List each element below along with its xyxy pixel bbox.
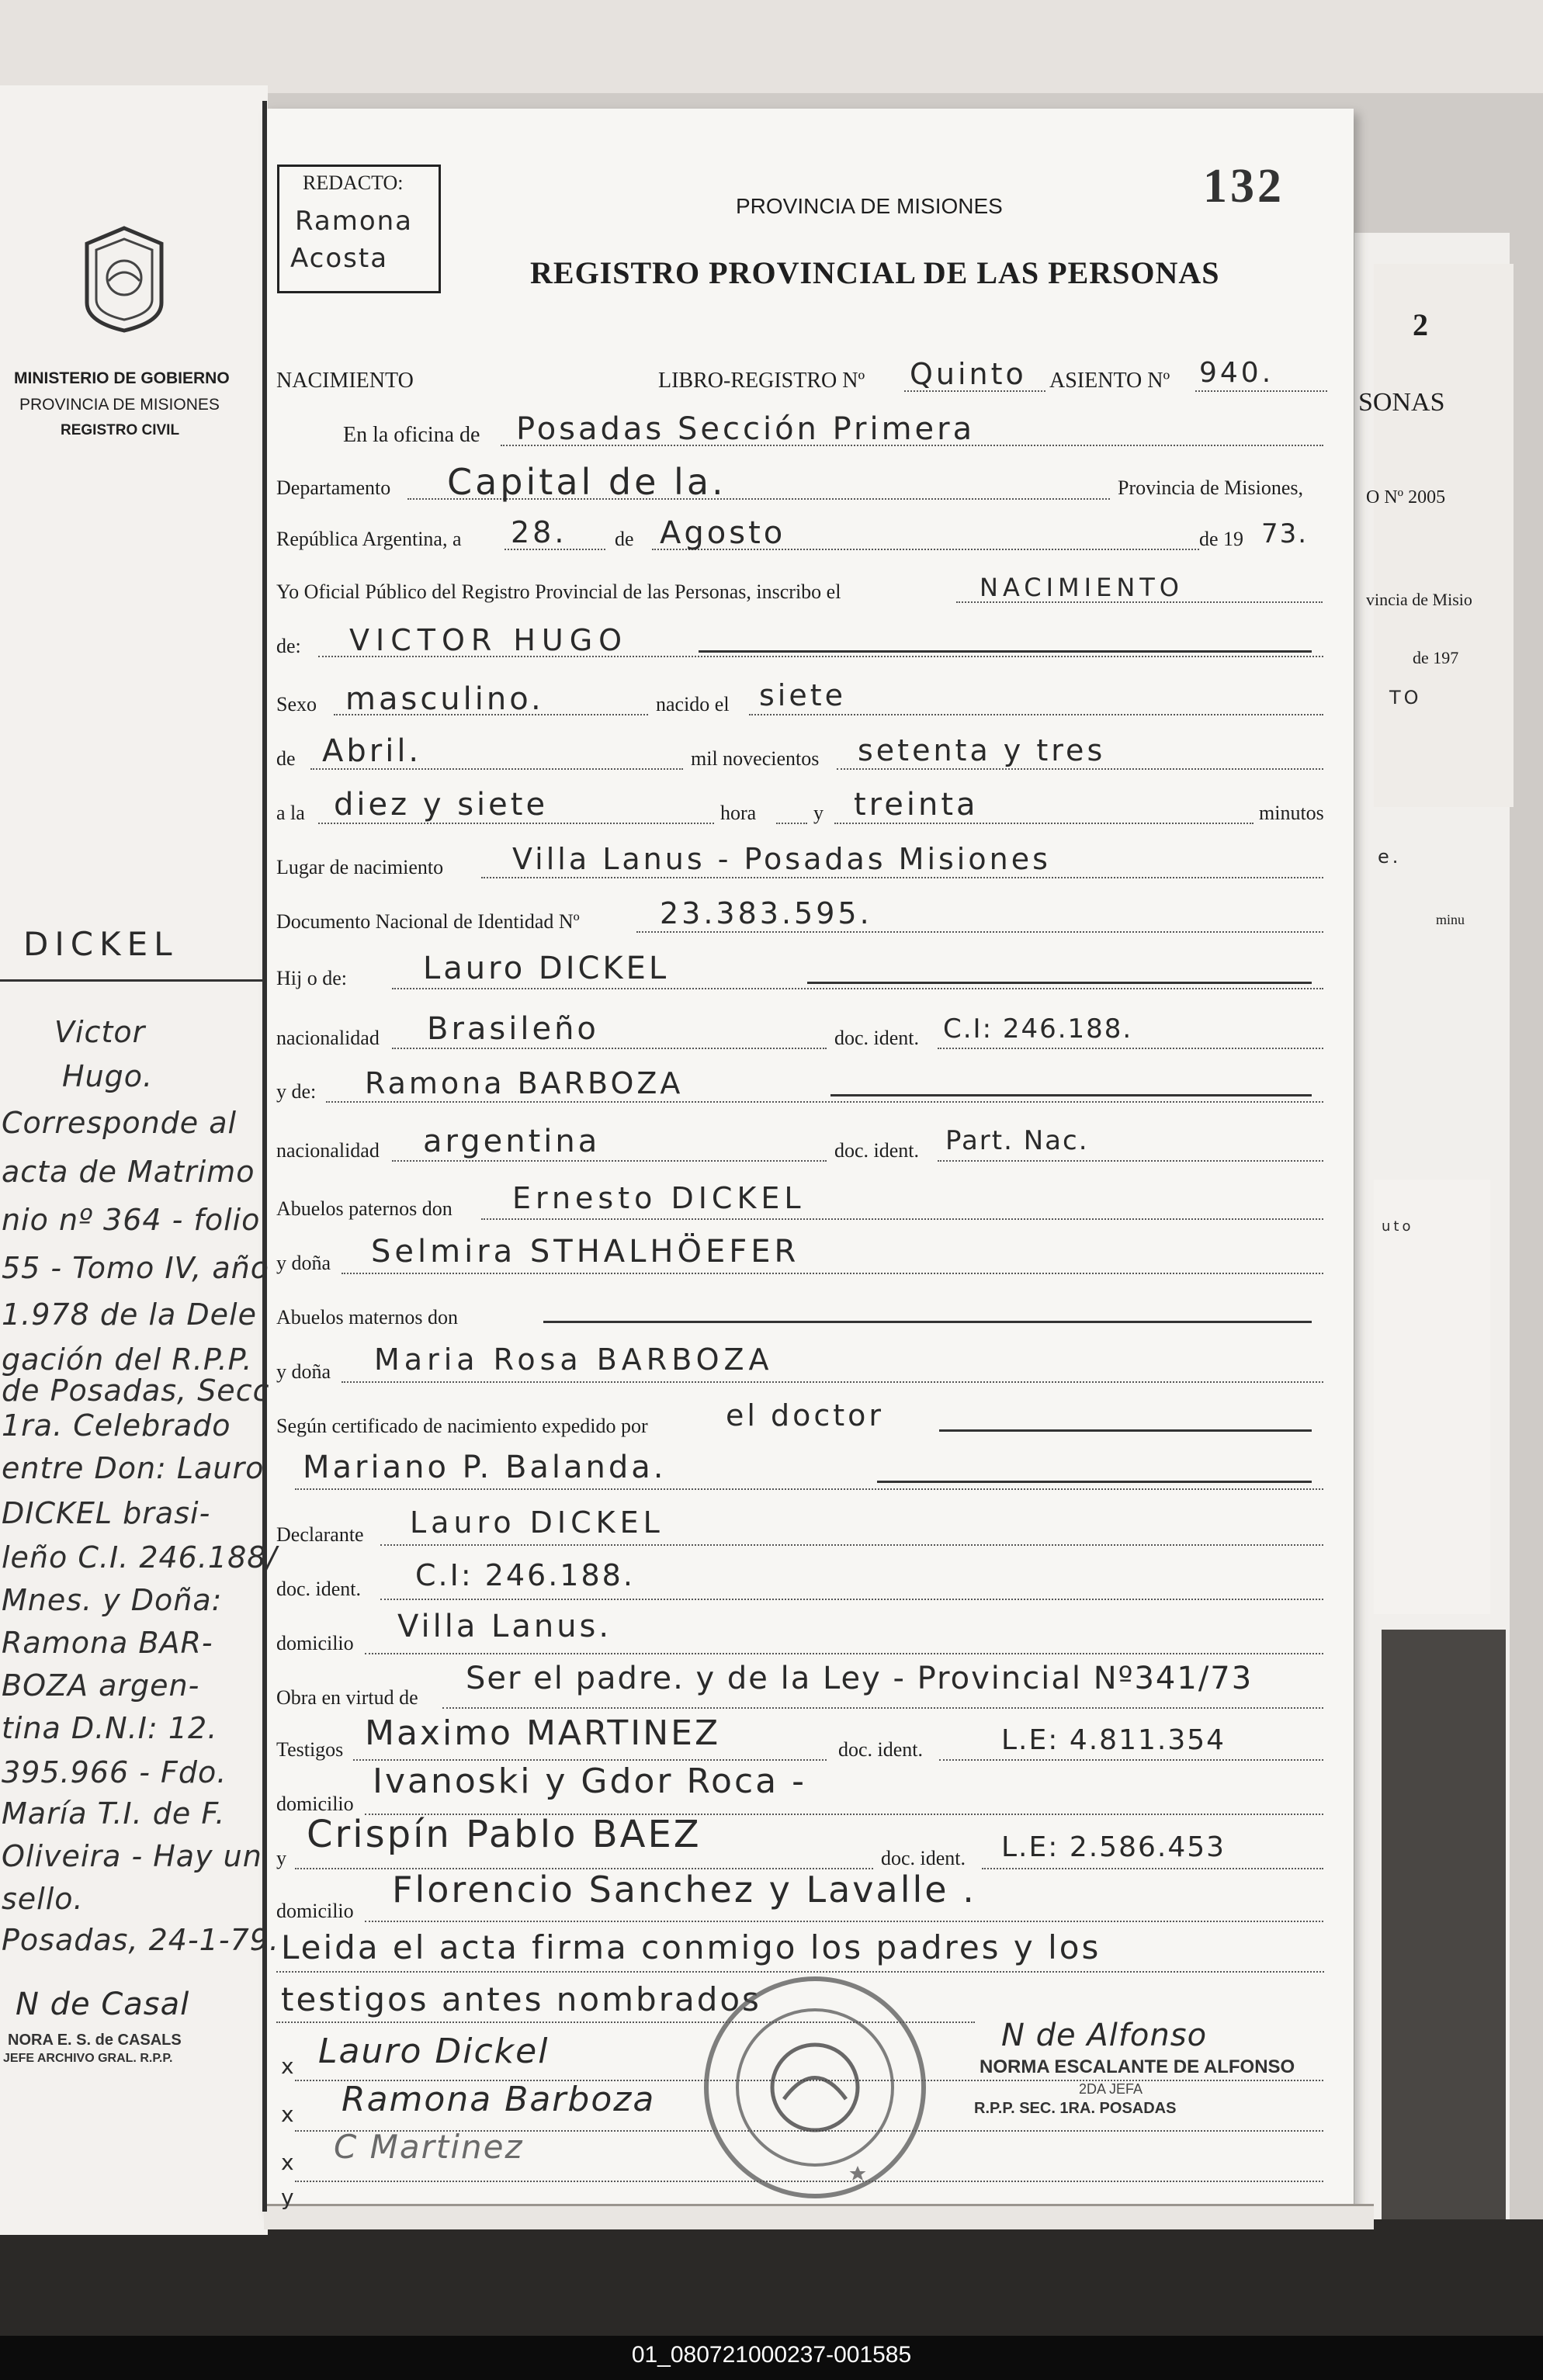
margin-note-line: tina D.N.I: 12.: [2, 1711, 218, 1745]
testigo1-value: Maximo MARTINEZ: [365, 1713, 721, 1753]
margin-note-line: Mnes. y Doña:: [2, 1583, 223, 1617]
nacido-label: nacido el: [656, 693, 730, 715]
doc5-value: L.E: 2.586.453: [1001, 1831, 1226, 1863]
padre-value: Lauro DICKEL: [423, 951, 670, 986]
provincia-label: Provincia de Misiones,: [1118, 476, 1304, 499]
dotted-line: [392, 1048, 827, 1049]
dotted-line: [353, 1759, 827, 1761]
dni-label: Documento Nacional de Identidad Nº: [276, 910, 580, 933]
oficial-text: Yo Oficial Público del Registro Provincial de las Personas, inscribo el: [276, 580, 841, 603]
right-fragment: 2: [1413, 307, 1428, 342]
republica-label: República Argentina, a: [276, 528, 462, 550]
header-province: PROVINCIA DE MISIONES: [736, 194, 1003, 218]
dotted-line: [342, 1381, 1323, 1383]
dotted-line: [636, 931, 1323, 933]
doc1-value: C.I: 246.188.: [943, 1013, 1133, 1044]
testigos-label: Testigos: [276, 1738, 344, 1761]
book-bottom: [0, 2219, 1543, 2344]
record-type-label: NACIMIENTO: [276, 369, 414, 393]
dotted-line: [380, 1544, 1323, 1546]
signature-mark: x: [281, 2150, 297, 2175]
margin-note-line: 1ra. Celebrado: [2, 1408, 231, 1443]
page-number: 132: [1203, 160, 1285, 213]
redacto-name-2: Acosta: [290, 243, 389, 274]
signature-mother: Ramona Barboza: [342, 2080, 656, 2119]
libro-value: Quinto: [910, 357, 1027, 391]
doc2-value: Part. Nac.: [945, 1125, 1089, 1156]
abuela-mat-value: Maria Rosa BARBOZA: [374, 1342, 774, 1377]
abuelos-mat-label: Abuelos maternos don: [276, 1306, 458, 1329]
doc3-label: doc. ident.: [276, 1578, 362, 1600]
dotted-line: [1195, 390, 1327, 392]
signature-witness: C Martinez: [334, 2128, 524, 2166]
margin-note-line: Posadas, 24-1-79.: [2, 1923, 279, 1957]
dotted-line: [938, 1048, 1323, 1049]
doc1-label: doc. ident.: [834, 1027, 920, 1049]
yde-label: y de:: [276, 1080, 317, 1103]
certificado-label: Según certificado de nacimiento expedido por: [276, 1415, 648, 1437]
domicilio1-value: Villa Lanus.: [397, 1609, 612, 1644]
margin-note-line: 55 - Tomo IV, año: [2, 1251, 269, 1285]
testigo2-value: Crispín Pablo BAEZ: [307, 1813, 702, 1856]
dotted-line: [749, 714, 1323, 715]
nombre-label: de:: [276, 635, 301, 657]
y-dona2-label: y doña: [276, 1360, 331, 1383]
obra-label: Obra en virtud de: [276, 1686, 418, 1709]
ministry-label: MINISTERIO DE GOBIERNO: [14, 369, 230, 387]
asiento-label: ASIENTO Nº: [1049, 369, 1170, 393]
madre-value: Ramona BARBOZA: [365, 1066, 684, 1100]
obra-value: Ser el padre. y de la Ley - Provincial Nº341/73: [466, 1661, 1253, 1696]
nac1-value: Brasileño: [427, 1011, 599, 1047]
a-la-label: a la: [276, 802, 305, 824]
fill-line: [830, 1094, 1312, 1096]
right-fragment: e.: [1378, 846, 1402, 868]
dni-value: 23.383.595.: [660, 896, 872, 930]
margin-note-line: DICKEL brasi-: [2, 1496, 211, 1530]
de-label: de: [615, 528, 634, 550]
right-fragment: vincia de Misio: [1366, 590, 1472, 609]
dotted-line: [326, 1101, 1323, 1103]
signature-mark: x: [281, 2101, 297, 2127]
margin-note-line: acta de Matrimo: [2, 1155, 255, 1189]
margin-rule: [262, 101, 267, 2212]
margin-note-line: nio nº 364 - folio: [2, 1203, 261, 1237]
margin-note-line: entre Don: Lauro: [2, 1451, 265, 1485]
minutos-label: minutos: [1259, 802, 1324, 824]
signature-father: Lauro Dickel: [318, 2032, 550, 2071]
sexo-value: masculino.: [345, 681, 544, 717]
y-dona1-label: y doña: [276, 1252, 331, 1274]
domicilio1-label: domicilio: [276, 1632, 354, 1654]
signature-mark: x: [281, 2053, 297, 2079]
official-signature: N de Alfonso: [1001, 2018, 1208, 2053]
sexo-label: Sexo: [276, 693, 317, 715]
registry-label: REGISTRO CIVIL: [61, 422, 180, 438]
y-label: y: [813, 802, 824, 824]
doc3-value: C.I: 246.188.: [415, 1558, 635, 1592]
mes-value: Agosto: [660, 515, 786, 551]
asiento-value: 940.: [1199, 357, 1274, 389]
redacto-label: REDACTO:: [303, 171, 404, 194]
right-fragment: TO: [1389, 687, 1422, 708]
anio-value: 73.: [1261, 518, 1309, 549]
anio-nac-value: setenta y tres: [858, 733, 1106, 767]
fill-line: [543, 1321, 1312, 1323]
right-fragment: O Nº 2005: [1366, 487, 1446, 508]
dotted-line: [481, 877, 1323, 878]
declarante-label: Declarante: [276, 1523, 364, 1546]
dotted-line: [318, 823, 714, 824]
libro-label: LIBRO-REGISTRO Nº: [658, 369, 865, 393]
hijo-label: Hij o de:: [276, 967, 347, 989]
oficina-value: Posadas Sección Primera: [516, 411, 976, 447]
hora-value: diez y siete: [334, 787, 549, 823]
doc4-label: doc. ident.: [838, 1738, 924, 1761]
dotted-line: [380, 1599, 1323, 1600]
doc2-label: doc. ident.: [834, 1139, 920, 1162]
page-stack-edge: [264, 2204, 1374, 2229]
y2-label: y: [276, 1847, 286, 1869]
domicilio3-value: Florencio Sanchez y Lavalle .: [392, 1869, 976, 1911]
doctor-value: Mariano P. Balanda.: [303, 1450, 667, 1485]
declarante-value: Lauro DICKEL: [410, 1505, 664, 1540]
dotted-line: [342, 1273, 1323, 1274]
official-stamp-role: 2DA JEFA: [1079, 2081, 1143, 2097]
departamento-value: Capital de la.: [447, 461, 726, 503]
fill-line: [699, 650, 1312, 653]
dotted-line: [982, 1868, 1323, 1869]
anio-label: de 19: [1199, 528, 1244, 550]
right-fragment: de 197: [1413, 648, 1459, 667]
abuelo-pat-value: Ernesto DICKEL: [512, 1181, 806, 1215]
margin-stamp-office: JEFE ARCHIVO GRAL. R.P.P.: [3, 2052, 173, 2065]
nac2-value: argentina: [423, 1124, 601, 1159]
right-fragment: minu: [1436, 912, 1465, 927]
closing-line-2: testigos antes nombrados: [281, 1980, 761, 2018]
background: [0, 0, 1543, 93]
right-loose-paper: [1374, 264, 1514, 807]
minutos-value: treinta: [854, 787, 979, 823]
right-fragment: uto: [1382, 1218, 1414, 1235]
margin-note-line: Oliveira - Hay un: [2, 1839, 262, 1873]
domicilio2-label: domicilio: [276, 1793, 354, 1815]
dotted-line: [295, 1488, 1323, 1490]
signature-mark: y: [281, 2184, 297, 2210]
nac2-label: nacionalidad: [276, 1139, 380, 1162]
departamento-label: Departamento: [276, 476, 391, 499]
fill-line: [939, 1429, 1312, 1432]
certificado-value: el doctor: [726, 1398, 885, 1433]
closing-line-1: Leida el acta firma conmigo los padres y los: [281, 1928, 1101, 1966]
right-loose-paper-lower: [1374, 1180, 1490, 1614]
right-dark-area: [1382, 1630, 1506, 2219]
dotted-line: [365, 1921, 1323, 1922]
margin-stamp-name: NORA E. S. de CASALS: [8, 2032, 182, 2049]
margin-signature: N de Casal: [16, 1987, 190, 2022]
official-stamp-office: R.P.P. SEC. 1RA. POSADAS: [974, 2100, 1177, 2117]
hora-label: hora: [720, 802, 757, 824]
mes-nac-value: Abril.: [322, 733, 422, 769]
misiones-seal-icon: [78, 225, 171, 334]
fill-line: [807, 982, 1312, 984]
province-label: PROVINCIA DE MISIONES: [19, 396, 220, 414]
dotted-line: [939, 1759, 1323, 1761]
domicilio3-label: domicilio: [276, 1900, 354, 1922]
margin-note-line: Hugo.: [62, 1059, 154, 1093]
dia-value: 28.: [511, 515, 567, 549]
fill-line: [877, 1481, 1312, 1483]
redacto-name: Ramona: [295, 206, 414, 237]
margin-surname: DICKEL: [23, 925, 179, 963]
page-title: REGISTRO PROVINCIAL DE LAS PERSONAS: [530, 255, 1220, 290]
nac1-label: nacionalidad: [276, 1027, 380, 1049]
lugar-value: Villa Lanus - Posadas Misiones: [512, 842, 1051, 876]
margin-note-line: 1.978 de la Dele: [2, 1297, 257, 1332]
margin-note-line: leño C.I. 246.188/: [2, 1540, 278, 1575]
dotted-line: [392, 1160, 827, 1162]
right-fragment: SONAS: [1358, 388, 1445, 417]
domicilio2-value: Ivanoski y Gdor Roca -: [373, 1762, 806, 1801]
dotted-line: [481, 1218, 1323, 1220]
dotted-line: [938, 1160, 1323, 1162]
dotted-line: [392, 988, 1323, 989]
oficina-label: En la oficina de: [343, 423, 480, 447]
margin-note-line: Corresponde al: [2, 1106, 238, 1140]
acto-value: NACIMIENTO: [980, 573, 1184, 602]
nacido-value: siete: [759, 678, 847, 712]
official-stamp-name: NORMA ESCALANTE DE ALFONSO: [980, 2056, 1295, 2077]
doc4-value: L.E: 4.811.354: [1001, 1724, 1226, 1756]
mil-label: mil novecientos: [691, 747, 820, 770]
redacto-box: [277, 165, 441, 293]
margin-note-line: de Posadas, Secc: [2, 1374, 270, 1408]
nombre-value: VICTOR HUGO: [349, 623, 629, 657]
abuela-pat-value: Selmira STHALHÖEFER: [371, 1234, 800, 1270]
doc5-label: doc. ident.: [881, 1847, 966, 1869]
lugar-label: Lugar de nacimiento: [276, 856, 444, 878]
dotted-line: [442, 1707, 1323, 1709]
margin-note-line: 395.966 - Fdo.: [2, 1755, 227, 1789]
de2-label: de: [276, 747, 296, 770]
margin-note-line: gación del R.P.P.: [2, 1342, 253, 1377]
image-caption: 01_080721000237-001585: [631, 2342, 912, 2368]
margin-rule-line: [0, 979, 264, 982]
margin-note-line: sello.: [2, 1882, 84, 1916]
margin-note-line: Victor: [54, 1015, 146, 1049]
margin-note-line: Ramona BAR-: [2, 1626, 213, 1660]
dotted-line: [776, 823, 807, 824]
dotted-line: [365, 1653, 1323, 1654]
margin-note-line: María T.I. de F.: [2, 1796, 226, 1831]
margin-note-line: BOZA argen-: [2, 1668, 200, 1703]
abuelos-pat-label: Abuelos paternos don: [276, 1197, 452, 1220]
dotted-line: [837, 768, 1323, 770]
official-round-stamp-icon: [699, 1971, 931, 2204]
dotted-line: [834, 823, 1253, 824]
